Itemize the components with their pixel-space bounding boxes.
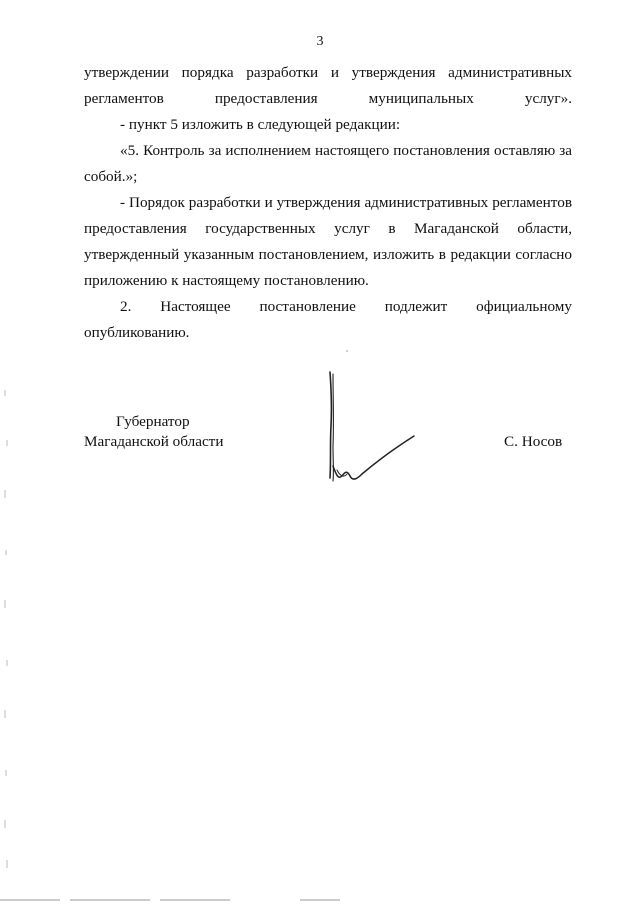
paragraph-point-5-text: «5. Контроль за исполнением настоящего постановления оставляю за собой.»; xyxy=(84,142,572,185)
signer-title-line1: Губернатор xyxy=(116,413,190,430)
scan-speck xyxy=(346,350,348,352)
scan-bottom-edge xyxy=(0,895,640,905)
signer-title xyxy=(84,412,223,452)
paragraph-continuation: утверждении порядка разработки и утверждения административных регламентов предоставления муниципальных услуг». xyxy=(84,64,572,107)
signer-name: С. Носов xyxy=(504,433,563,450)
scan-edge-marks xyxy=(2,380,12,880)
handwritten-signature xyxy=(318,366,428,491)
signer-title-line2: Магаданской области xyxy=(84,433,224,450)
paragraph-publication: 2. Настоящее постановление подлежит официальному опубликованию. xyxy=(84,298,572,341)
paragraph-procedure: - Порядок разработки и утверждения административных регламентов предоставления государственных услуг в Магаданской области, утвержденный указанным постановлением, изложить в редакции согласно приложению к настоящему постановлению. xyxy=(84,194,572,289)
page-number: 3 xyxy=(316,34,324,49)
paragraph-point-5-intro: - пункт 5 изложить в следующей редакции: xyxy=(120,116,401,133)
